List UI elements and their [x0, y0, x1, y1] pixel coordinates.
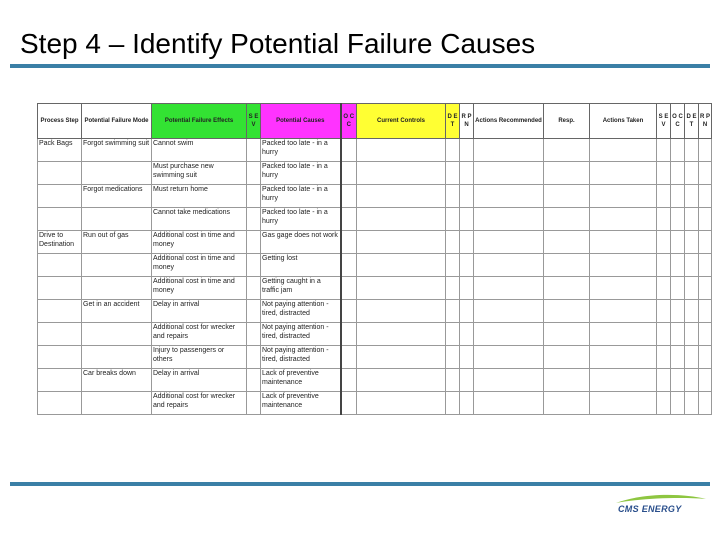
slide-title: Step 4 – Identify Potential Failure Causes: [20, 28, 536, 59]
actions-taken-cell: [590, 208, 657, 231]
sev2-cell: [657, 162, 671, 185]
resp-cell: [544, 392, 590, 415]
occ2-cell: [671, 277, 685, 300]
resp-cell: [544, 369, 590, 392]
rpn2-cell: [699, 369, 712, 392]
actions-taken-cell: [590, 277, 657, 300]
table-row: [38, 392, 712, 415]
cause-cell: Lack of preventive maintenance: [261, 392, 341, 415]
sev2-cell: [657, 277, 671, 300]
cause-cell: Packed too late - in a hurry: [261, 162, 341, 185]
actions-cell: [474, 254, 544, 277]
rpn-cell: [460, 392, 474, 415]
controls-cell: [357, 231, 446, 254]
failure-mode-cell: [82, 254, 152, 277]
sev-cell: [247, 369, 261, 392]
det-cell: [446, 392, 460, 415]
header-potential-causes: Potential Causes: [261, 104, 341, 139]
det-cell: [446, 231, 460, 254]
sev-cell: [247, 300, 261, 323]
occ-cell: [341, 392, 357, 415]
rpn-cell: [460, 139, 474, 162]
det2-cell: [685, 392, 699, 415]
header-sev: S E V: [247, 104, 261, 139]
actions-taken-cell: [590, 231, 657, 254]
failure-mode-cell: [82, 392, 152, 415]
occ2-cell: [671, 323, 685, 346]
rpn2-cell: [699, 254, 712, 277]
controls-cell: [357, 277, 446, 300]
header-failure-effects: Potential Failure Effects: [152, 104, 247, 139]
failure-effect-cell: Cannot take medications: [152, 208, 247, 231]
process-step-cell: Drive to Destination: [38, 231, 82, 254]
table-row: [38, 300, 712, 323]
table-row: [38, 185, 712, 208]
occ2-cell: [671, 392, 685, 415]
sev-cell: [247, 162, 261, 185]
cause-cell: Not paying attention - tired, distracted: [261, 346, 341, 369]
failure-effect-cell: Delay in arrival: [152, 369, 247, 392]
sev-cell: [247, 392, 261, 415]
actions-taken-cell: [590, 185, 657, 208]
occ-cell: [341, 300, 357, 323]
actions-taken-cell: [590, 162, 657, 185]
sev2-cell: [657, 392, 671, 415]
controls-cell: [357, 185, 446, 208]
failure-mode-cell: [82, 323, 152, 346]
occ2-cell: [671, 185, 685, 208]
failure-mode-cell: Get in an accident: [82, 300, 152, 323]
failure-effect-cell: Additional cost in time and money: [152, 231, 247, 254]
process-step-cell: [38, 185, 82, 208]
rpn2-cell: [699, 346, 712, 369]
sev-cell: [247, 323, 261, 346]
controls-cell: [357, 208, 446, 231]
cause-cell: Not paying attention - tired, distracted: [261, 323, 341, 346]
process-step-cell: [38, 392, 82, 415]
resp-cell: [544, 162, 590, 185]
cause-cell: Packed too late - in a hurry: [261, 185, 341, 208]
actions-cell: [474, 162, 544, 185]
header-occ-2: O C C: [671, 104, 685, 139]
cause-cell: Lack of preventive maintenance: [261, 369, 341, 392]
controls-cell: [357, 346, 446, 369]
sev2-cell: [657, 185, 671, 208]
table-row: [38, 208, 712, 231]
det-cell: [446, 300, 460, 323]
sev-cell: [247, 346, 261, 369]
failure-mode-cell: [82, 277, 152, 300]
resp-cell: [544, 139, 590, 162]
occ2-cell: [671, 231, 685, 254]
rpn-cell: [460, 300, 474, 323]
process-step-cell: [38, 323, 82, 346]
occ2-cell: [671, 254, 685, 277]
footer-divider: [10, 482, 710, 486]
actions-cell: [474, 369, 544, 392]
occ-cell: [341, 254, 357, 277]
fmea-table: [37, 103, 712, 415]
table-row: [38, 277, 712, 300]
sev2-cell: [657, 254, 671, 277]
rpn-cell: [460, 231, 474, 254]
det-cell: [446, 254, 460, 277]
occ-cell: [341, 139, 357, 162]
process-step-cell: [38, 346, 82, 369]
actions-cell: [474, 346, 544, 369]
rpn-cell: [460, 369, 474, 392]
controls-cell: [357, 392, 446, 415]
rpn2-cell: [699, 231, 712, 254]
cause-cell: Packed too late - in a hurry: [261, 208, 341, 231]
occ2-cell: [671, 208, 685, 231]
header-sev-2: S E V: [657, 104, 671, 139]
actions-taken-cell: [590, 346, 657, 369]
process-step-cell: [38, 208, 82, 231]
occ2-cell: [671, 162, 685, 185]
sev2-cell: [657, 231, 671, 254]
rpn2-cell: [699, 300, 712, 323]
resp-cell: [544, 300, 590, 323]
table-header-row: [38, 104, 712, 139]
failure-mode-cell: Run out of gas: [82, 231, 152, 254]
actions-cell: [474, 231, 544, 254]
rpn2-cell: [699, 139, 712, 162]
sev2-cell: [657, 139, 671, 162]
resp-cell: [544, 323, 590, 346]
process-step-cell: [38, 300, 82, 323]
rpn-cell: [460, 277, 474, 300]
actions-taken-cell: [590, 369, 657, 392]
header-det-2: D E T: [685, 104, 699, 139]
rpn2-cell: [699, 277, 712, 300]
controls-cell: [357, 369, 446, 392]
controls-cell: [357, 162, 446, 185]
rpn2-cell: [699, 323, 712, 346]
failure-mode-cell: [82, 346, 152, 369]
controls-cell: [357, 254, 446, 277]
table-row: [38, 369, 712, 392]
det2-cell: [685, 208, 699, 231]
rpn-cell: [460, 254, 474, 277]
det-cell: [446, 277, 460, 300]
det2-cell: [685, 323, 699, 346]
rpn-cell: [460, 208, 474, 231]
det-cell: [446, 139, 460, 162]
resp-cell: [544, 208, 590, 231]
failure-effect-cell: Injury to passengers or others: [152, 346, 247, 369]
occ-cell: [341, 277, 357, 300]
failure-effect-cell: Additional cost for wrecker and repairs: [152, 392, 247, 415]
controls-cell: [357, 323, 446, 346]
failure-effect-cell: Must return home: [152, 185, 247, 208]
actions-taken-cell: [590, 139, 657, 162]
table-row: [38, 231, 712, 254]
sev-cell: [247, 254, 261, 277]
occ-cell: [341, 369, 357, 392]
det2-cell: [685, 254, 699, 277]
cause-cell: Getting caught in a traffic jam: [261, 277, 341, 300]
cms-energy-logo: [612, 491, 708, 517]
process-step-cell: [38, 254, 82, 277]
header-occ: O C C: [341, 104, 357, 139]
occ2-cell: [671, 300, 685, 323]
process-step-cell: Pack Bags: [38, 139, 82, 162]
occ-cell: [341, 231, 357, 254]
occ-cell: [341, 323, 357, 346]
header-rpn: R P N: [460, 104, 474, 139]
det-cell: [446, 185, 460, 208]
det2-cell: [685, 300, 699, 323]
table-row: [38, 346, 712, 369]
header-current-controls: Current Controls: [357, 104, 446, 139]
sev-cell: [247, 231, 261, 254]
sev2-cell: [657, 369, 671, 392]
header-actions-taken: Actions Taken: [590, 104, 657, 139]
occ-cell: [341, 162, 357, 185]
rpn2-cell: [699, 162, 712, 185]
det2-cell: [685, 139, 699, 162]
sev-cell: [247, 208, 261, 231]
det-cell: [446, 369, 460, 392]
actions-cell: [474, 392, 544, 415]
table-row: [38, 162, 712, 185]
header-resp: Resp.: [544, 104, 590, 139]
rpn-cell: [460, 185, 474, 208]
rpn2-cell: [699, 208, 712, 231]
controls-cell: [357, 139, 446, 162]
failure-effect-cell: Additional cost in time and money: [152, 277, 247, 300]
logo-swoosh-icon: [616, 495, 706, 503]
sev-cell: [247, 185, 261, 208]
det2-cell: [685, 185, 699, 208]
sev-cell: [247, 139, 261, 162]
actions-taken-cell: [590, 300, 657, 323]
actions-cell: [474, 185, 544, 208]
occ-cell: [341, 185, 357, 208]
failure-mode-cell: [82, 208, 152, 231]
det2-cell: [685, 231, 699, 254]
actions-cell: [474, 277, 544, 300]
actions-cell: [474, 139, 544, 162]
resp-cell: [544, 231, 590, 254]
det2-cell: [685, 346, 699, 369]
resp-cell: [544, 277, 590, 300]
resp-cell: [544, 185, 590, 208]
table-body: [38, 139, 712, 415]
process-step-cell: [38, 369, 82, 392]
process-step-cell: [38, 162, 82, 185]
failure-mode-cell: Forgot medications: [82, 185, 152, 208]
det2-cell: [685, 277, 699, 300]
sev2-cell: [657, 300, 671, 323]
sev2-cell: [657, 346, 671, 369]
actions-taken-cell: [590, 254, 657, 277]
header-rpn-2: R P N: [699, 104, 712, 139]
failure-effect-cell: Delay in arrival: [152, 300, 247, 323]
failure-effect-cell: Must purchase new swimming suit: [152, 162, 247, 185]
logo-text: CMS ENERGY: [618, 504, 682, 514]
occ-cell: [341, 346, 357, 369]
header-failure-mode: Potential Failure Mode: [82, 104, 152, 139]
det-cell: [446, 162, 460, 185]
table-row: [38, 323, 712, 346]
rpn2-cell: [699, 392, 712, 415]
det2-cell: [685, 369, 699, 392]
failure-effect-cell: Additional cost in time and money: [152, 254, 247, 277]
cause-cell: Getting lost: [261, 254, 341, 277]
process-step-cell: [38, 277, 82, 300]
sev2-cell: [657, 208, 671, 231]
title-divider: [10, 64, 710, 68]
header-det: D E T: [446, 104, 460, 139]
occ-cell: [341, 208, 357, 231]
failure-mode-cell: Forgot swimming suit: [82, 139, 152, 162]
cause-cell: Gas gage does not work: [261, 231, 341, 254]
det-cell: [446, 323, 460, 346]
controls-cell: [357, 300, 446, 323]
det2-cell: [685, 162, 699, 185]
occ2-cell: [671, 369, 685, 392]
actions-cell: [474, 323, 544, 346]
header-actions-recommended: Actions Recommended: [474, 104, 544, 139]
fmea-worksheet: [37, 103, 711, 443]
occ2-cell: [671, 139, 685, 162]
sev2-cell: [657, 323, 671, 346]
sev-cell: [247, 277, 261, 300]
det-cell: [446, 208, 460, 231]
resp-cell: [544, 254, 590, 277]
rpn-cell: [460, 162, 474, 185]
rpn-cell: [460, 346, 474, 369]
failure-effect-cell: Additional cost for wrecker and repairs: [152, 323, 247, 346]
resp-cell: [544, 346, 590, 369]
failure-mode-cell: [82, 162, 152, 185]
actions-taken-cell: [590, 323, 657, 346]
occ2-cell: [671, 346, 685, 369]
cause-cell: Packed too late - in a hurry: [261, 139, 341, 162]
failure-effect-cell: Cannot swim: [152, 139, 247, 162]
rpn-cell: [460, 323, 474, 346]
actions-cell: [474, 208, 544, 231]
actions-taken-cell: [590, 392, 657, 415]
header-process-step: Process Step: [38, 104, 82, 139]
failure-mode-cell: Car breaks down: [82, 369, 152, 392]
det-cell: [446, 346, 460, 369]
cause-cell: Not paying attention - tired, distracted: [261, 300, 341, 323]
table-row: [38, 254, 712, 277]
rpn2-cell: [699, 185, 712, 208]
actions-cell: [474, 300, 544, 323]
table-row: [38, 139, 712, 162]
